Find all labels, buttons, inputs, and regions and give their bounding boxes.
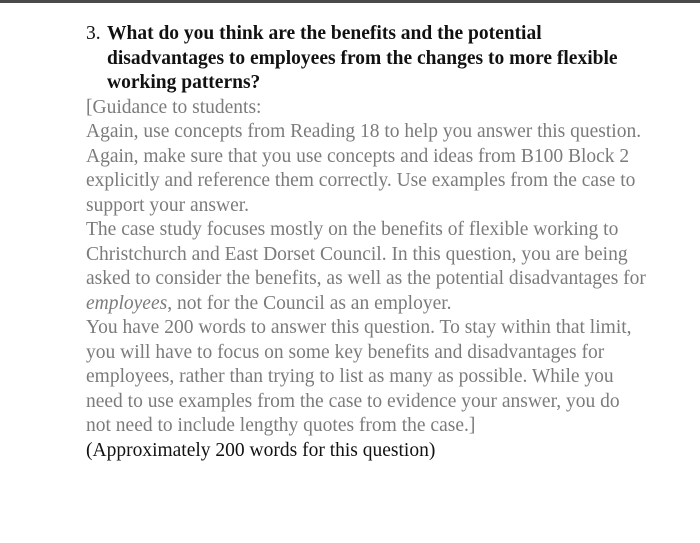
word-limit-note: (Approximately 200 words for this question) xyxy=(86,439,436,461)
document-body xyxy=(86,22,646,463)
top-border xyxy=(0,0,700,3)
question-number: 3. xyxy=(86,23,101,44)
employees-emphasis: employees xyxy=(86,292,168,314)
guidance-block xyxy=(86,96,646,439)
guidance-paragraph-2 xyxy=(86,218,646,316)
question-text: What do you think are the benefits and the potential disadvantages to employees from the changes to more flexible working patterns? xyxy=(107,23,618,93)
guidance-heading: [Guidance to students: xyxy=(86,96,262,118)
guidance-paragraph-1: Again, use concepts from Reading 18 to help you answer this question. Again, make sure that you use concepts and ideas from B100 Block 2 explicitly and reference them correctly. Use examples from the case to support your answer. xyxy=(86,121,642,216)
guidance-paragraph-2-start: The case study focuses mostly on the benefits of flexible working to Christchurch and East Dorset Council. In this question, you are being asked to consider the benefits, as well as the potential disadvantages for xyxy=(86,219,646,289)
guidance-paragraph-3: You have 200 words to answer this question. To stay within that limit, you will have to focus on some key benefits and disadvantages for employees, rather than trying to list as many as possible. While you need to use examples from the case to evidence your answer, you do not need to include lengthy quotes from the case.] xyxy=(86,317,632,436)
guidance-paragraph-2-end: , not for the Council as an employer. xyxy=(167,292,452,314)
question-block xyxy=(86,22,646,96)
